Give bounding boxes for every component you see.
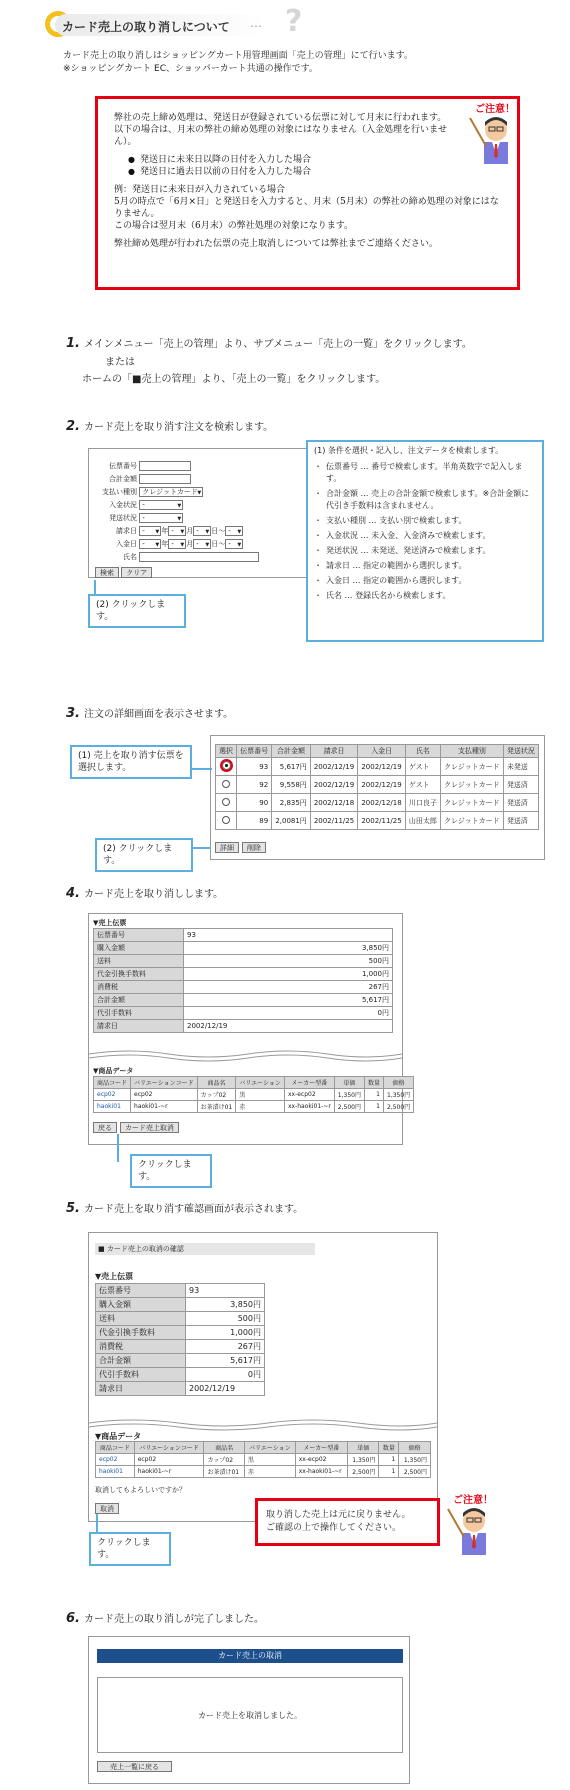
confirm-goods-table bbox=[95, 1441, 431, 1478]
step-text: カード売上を取り消しします。 bbox=[83, 889, 224, 900]
search-form bbox=[95, 461, 305, 577]
cell: 2,500円 bbox=[334, 1101, 364, 1113]
field-label: 請求日 bbox=[116, 527, 137, 535]
cell: クレジットカード bbox=[440, 758, 503, 776]
cell: 1,350円 bbox=[347, 1454, 379, 1466]
field-label: 合計金額 bbox=[109, 475, 137, 483]
cell: カップ02 bbox=[197, 1089, 236, 1101]
step-text: カード売上を取り消す確認画面が表示されます。 bbox=[83, 1204, 304, 1215]
select-radio[interactable] bbox=[222, 761, 231, 770]
row-value: 1,000円 bbox=[186, 1326, 265, 1340]
cell: 2002/12/18 bbox=[310, 794, 358, 812]
complete-header: カード売上の取消 bbox=[97, 1649, 403, 1663]
table-row bbox=[96, 1340, 265, 1354]
cell: 発送済 bbox=[503, 812, 538, 830]
payment-day-from[interactable]: - ▼ bbox=[193, 539, 211, 549]
callout-click-detail: (2) クリックします。 bbox=[95, 838, 193, 872]
cell: xx-ecp02 bbox=[295, 1454, 347, 1466]
bullet: ・ bbox=[314, 531, 322, 540]
unit-label: 日 bbox=[211, 527, 219, 535]
cell: 93 bbox=[237, 758, 272, 776]
cell: 川口良子 bbox=[405, 794, 440, 812]
intro-text bbox=[63, 50, 413, 76]
warning-p2: 以下の場合は、月末の弊社の締め処理の対象にはなりません（入金処理を行いません）。 bbox=[114, 125, 448, 147]
row-label: 代引手数料 bbox=[94, 1007, 184, 1020]
field-label: 発送状況 bbox=[109, 514, 137, 522]
confirm-warning-line1: 取り消した売上は元に戻りません。 bbox=[266, 1510, 411, 1520]
cell: 2002/12/19 bbox=[310, 758, 358, 776]
cell: 1 bbox=[379, 1466, 399, 1478]
step-number: 3. bbox=[66, 706, 80, 721]
section-title: ▼商品データ bbox=[95, 1432, 142, 1441]
payment-type-select[interactable]: クレジットカード ▼ bbox=[139, 487, 203, 497]
name-input[interactable] bbox=[139, 552, 259, 562]
column-header: バリエーション bbox=[236, 1077, 285, 1089]
column-header: 発送状況 bbox=[503, 745, 538, 758]
row-value: 2002/12/19 bbox=[186, 1382, 265, 1396]
step-number: 6. bbox=[66, 1611, 80, 1626]
order-list-buttons bbox=[215, 842, 266, 853]
step-number: 2. bbox=[66, 419, 80, 434]
billing-month-from[interactable]: - ▼ bbox=[168, 526, 186, 536]
detail-table bbox=[93, 928, 393, 1033]
intro-line2: ※ショッピングカート EC、ショッパーカート共通の操作です。 bbox=[63, 64, 318, 74]
callout-item: 発送状況 … 未発送、発送済みで検索します。 bbox=[326, 546, 491, 555]
step-text: メインメニュー「売上の管理」より、サブメニュー「売上の一覧」をクリックします。 bbox=[83, 339, 472, 350]
row-value: 5,617円 bbox=[184, 994, 393, 1007]
cell: 2002/12/19 bbox=[358, 776, 406, 794]
torn-edge-divider bbox=[89, 1419, 437, 1429]
cell: 9,558円 bbox=[272, 776, 311, 794]
row-label: 消費税 bbox=[96, 1340, 186, 1354]
callout-item: 合計金額 … 売上の合計金額で検索します。※合計金額に代引き手数料は含まれません。 bbox=[326, 489, 530, 510]
cell: 黒 bbox=[236, 1089, 285, 1101]
cell: 2,0081円 bbox=[272, 812, 311, 830]
unit-label: 日 bbox=[211, 540, 219, 548]
cell: 92 bbox=[237, 776, 272, 794]
order-detail-panel bbox=[88, 913, 411, 1145]
cell: お茶漬け01 bbox=[204, 1466, 244, 1478]
cell: xx-haoki01-~r bbox=[284, 1101, 334, 1113]
payment-year-to[interactable]: - ▼ bbox=[225, 539, 243, 549]
unit-label: 月 bbox=[186, 540, 194, 548]
cell: カップ02 bbox=[204, 1454, 244, 1466]
billing-year-from[interactable]: - ▼ bbox=[139, 526, 161, 536]
step-text: カード売上を取り消す注文を検索します。 bbox=[83, 422, 274, 433]
cell: 1 bbox=[379, 1454, 399, 1466]
row-value: 2002/12/19 bbox=[184, 1020, 393, 1033]
row-value: 500円 bbox=[184, 955, 393, 968]
range-sep: ～ bbox=[218, 527, 226, 535]
cell: 黒 bbox=[244, 1454, 295, 1466]
step-text: カード売上の取り消しが完了しました。 bbox=[83, 1614, 264, 1625]
cell: 1 bbox=[364, 1101, 383, 1113]
column-header: 支払種別 bbox=[440, 745, 503, 758]
column-header: 価格 bbox=[399, 1442, 431, 1454]
billing-day-from[interactable]: - ▼ bbox=[193, 526, 211, 536]
search-button[interactable]: 検索 bbox=[95, 567, 119, 578]
cell: 赤 bbox=[236, 1101, 285, 1113]
column-header: メーカー型番 bbox=[295, 1442, 347, 1454]
table-row bbox=[94, 968, 393, 981]
confirm-header: ■ カード売上の取消の確認 bbox=[95, 1243, 315, 1255]
step-1-alt: ホームの「■売上の管理」より、「売上の一覧」をクリックします。 bbox=[82, 374, 386, 385]
column-header: 単価 bbox=[334, 1077, 364, 1089]
confirm-warning-line2: ご確認の上で操作してください。 bbox=[266, 1523, 402, 1533]
warning-item: ● 発送日に未来日以降の日付を入力した場合 bbox=[128, 154, 505, 166]
warning-p4: 5月の時点で「6月×日」と発送日を入力すると、月末（5月末）の弊社の締め処理の対象にはなりません。 bbox=[114, 197, 499, 219]
step-3 bbox=[66, 705, 233, 721]
warning-label: ご注意！ bbox=[475, 104, 515, 115]
cell: 2002/11/25 bbox=[358, 812, 406, 830]
intro-line1: カード売上の取り消しはショッピングカート用管理画面「売上の管理」にて行います。 bbox=[63, 51, 413, 61]
field-label: 入金状況 bbox=[109, 501, 137, 509]
row-label: 送料 bbox=[94, 955, 184, 968]
product-code-link[interactable]: haoki01 bbox=[94, 1101, 131, 1113]
bullet: ・ bbox=[314, 489, 322, 498]
callout-click-cancel: クリックします。 bbox=[130, 1154, 212, 1188]
step-5 bbox=[66, 1200, 303, 1216]
product-code-link[interactable]: ecp02 bbox=[96, 1454, 135, 1466]
table-row[interactable] bbox=[216, 776, 539, 794]
row-value: 500円 bbox=[186, 1312, 265, 1326]
section-title: ▼売上伝票 bbox=[93, 919, 127, 927]
row-label: 請求日 bbox=[96, 1382, 186, 1396]
row-label: 送料 bbox=[96, 1312, 186, 1326]
shipping-status-select[interactable]: - ▼ bbox=[139, 513, 183, 523]
table-row bbox=[94, 1007, 393, 1020]
row-value: 93 bbox=[186, 1284, 265, 1298]
warning-item: ● 発送日に過去日以前の日付を入力した場合 bbox=[128, 166, 505, 178]
table-row bbox=[94, 929, 393, 942]
row-label: 購入金額 bbox=[94, 942, 184, 955]
cell: 1,350円 bbox=[399, 1454, 431, 1466]
cell: クレジットカード bbox=[440, 776, 503, 794]
column-header: 商品名 bbox=[197, 1077, 236, 1089]
cell: 2,835円 bbox=[272, 794, 311, 812]
row-value: 267円 bbox=[186, 1340, 265, 1354]
callout-click-confirm: クリックします。 bbox=[89, 1532, 171, 1566]
cell: お茶漬け01 bbox=[197, 1101, 236, 1113]
clear-button[interactable]: クリア bbox=[121, 567, 152, 578]
callout-search-conditions bbox=[306, 440, 544, 642]
step-4 bbox=[66, 885, 223, 901]
column-header: 伝票番号 bbox=[237, 745, 272, 758]
row-value: 0円 bbox=[184, 1007, 393, 1020]
cell: 1 bbox=[364, 1089, 383, 1101]
row-label: 請求日 bbox=[94, 1020, 184, 1033]
callout-item: 請求日 … 指定の範囲から選択します。 bbox=[326, 561, 467, 570]
cell: ゲスト bbox=[405, 776, 440, 794]
complete-message: カード売上を取消しました。 bbox=[97, 1677, 403, 1753]
page-title-block bbox=[45, 4, 345, 42]
confirm-warning-label: ご注意！ bbox=[453, 1495, 493, 1506]
table-header-row bbox=[94, 1077, 414, 1089]
cell: 2002/12/19 bbox=[310, 776, 358, 794]
product-code-link[interactable]: ecp02 bbox=[94, 1089, 131, 1101]
select-radio[interactable] bbox=[222, 780, 230, 788]
column-header: バリエーションコード bbox=[134, 1442, 204, 1454]
range-sep: ～ bbox=[218, 540, 226, 548]
table-row bbox=[96, 1312, 265, 1326]
payment-status-select[interactable]: - ▼ bbox=[139, 500, 183, 510]
unit-label: 年 bbox=[161, 540, 169, 548]
row-label: 伝票番号 bbox=[96, 1284, 186, 1298]
unit-label: 年 bbox=[161, 527, 169, 535]
callout-connector bbox=[193, 847, 211, 849]
page-title: カード売上の取り消しについて bbox=[62, 20, 230, 34]
cell: haoki01-~r bbox=[134, 1466, 204, 1478]
row-label: 購入金額 bbox=[96, 1298, 186, 1312]
table-row bbox=[96, 1354, 265, 1368]
table-header-row bbox=[96, 1442, 431, 1454]
warning-p5: この場合は翌月末（6月末）の弊社処理の対象になります。 bbox=[114, 221, 354, 231]
cell: 1,350円 bbox=[334, 1089, 364, 1101]
row-label: 伝票番号 bbox=[94, 929, 184, 942]
table-row bbox=[96, 1326, 265, 1340]
step-1-or: または bbox=[105, 357, 135, 368]
row-value: 0円 bbox=[186, 1368, 265, 1382]
cell: ecp02 bbox=[131, 1089, 198, 1101]
column-header: バリエーション bbox=[244, 1442, 295, 1454]
table-row bbox=[94, 1089, 414, 1101]
search-form-panel bbox=[88, 448, 308, 578]
back-button[interactable]: 戻る bbox=[93, 1122, 117, 1133]
cell: クレジットカード bbox=[440, 794, 503, 812]
column-header: 商品名 bbox=[204, 1442, 244, 1454]
row-label: 消費税 bbox=[94, 981, 184, 994]
column-header: メーカー型番 bbox=[284, 1077, 334, 1089]
field-label: 入金日 bbox=[116, 540, 137, 548]
row-value: 3,850円 bbox=[184, 942, 393, 955]
complete-panel bbox=[88, 1636, 410, 1784]
unit-label: 月 bbox=[186, 527, 194, 535]
table-row bbox=[94, 981, 393, 994]
callout-click-search: (2) クリックします。 bbox=[88, 594, 186, 628]
table-row[interactable] bbox=[216, 794, 539, 812]
select-radio[interactable] bbox=[222, 816, 230, 824]
callout-connector bbox=[192, 768, 212, 770]
column-header: バリエーションコード bbox=[131, 1077, 198, 1089]
callout-head: (1) 条件を選択・記入し、注文データを検索します。 bbox=[314, 446, 504, 455]
field-label: 伝票番号 bbox=[109, 462, 137, 470]
cell: 89 bbox=[237, 812, 272, 830]
title-ellipsis: … bbox=[250, 16, 262, 30]
cell: 2002/11/25 bbox=[310, 812, 358, 830]
confirm-warning-box bbox=[255, 1498, 440, 1546]
confirm-cancel-button[interactable]: 取消 bbox=[95, 1503, 119, 1514]
cell: 山田太郎 bbox=[405, 812, 440, 830]
cell: クレジットカード bbox=[440, 812, 503, 830]
cell: ゲスト bbox=[405, 758, 440, 776]
warning-p3: 例：発送日に未来日が入力されている場合 bbox=[114, 185, 286, 195]
confirm-panel bbox=[88, 1232, 438, 1522]
row-label: 代引手数料 bbox=[96, 1368, 186, 1382]
row-value: 1,000円 bbox=[184, 968, 393, 981]
cell: 未発送 bbox=[503, 758, 538, 776]
cell: 5,617円 bbox=[272, 758, 311, 776]
callout-item: 入金日 … 指定の範囲から選択します。 bbox=[326, 576, 467, 585]
step-2 bbox=[66, 418, 273, 434]
warning-p1: 弊社の売上締め処理は、発送日が登録されている伝票に対して月末に行われます。 bbox=[114, 113, 447, 123]
order-number-input[interactable] bbox=[139, 461, 191, 471]
step-1 bbox=[66, 335, 472, 351]
card-cancel-button[interactable]: カード売上取消 bbox=[120, 1122, 179, 1133]
table-row bbox=[96, 1466, 431, 1478]
warning-list bbox=[128, 154, 505, 178]
detail-buttons bbox=[93, 1122, 179, 1133]
order-list-table bbox=[215, 744, 539, 830]
table-row bbox=[96, 1298, 265, 1312]
table-row bbox=[94, 1020, 393, 1033]
column-header: 商品コード bbox=[94, 1077, 131, 1089]
order-list-panel bbox=[210, 735, 545, 860]
column-header: 数量 bbox=[364, 1077, 383, 1089]
row-label: 代金引換手数料 bbox=[96, 1326, 186, 1340]
section-title: ▼商品データ bbox=[93, 1067, 134, 1075]
column-header: 数量 bbox=[379, 1442, 399, 1454]
table-header-row bbox=[216, 745, 539, 758]
row-value: 3,850円 bbox=[186, 1298, 265, 1312]
cell: ecp02 bbox=[134, 1454, 204, 1466]
row-value: 93 bbox=[184, 929, 393, 942]
bullet: ・ bbox=[314, 591, 322, 600]
cell: 発送済 bbox=[503, 794, 538, 812]
bullet: ・ bbox=[314, 462, 322, 471]
step-text: 注文の詳細画面を表示させます。 bbox=[83, 709, 234, 720]
bullet: ・ bbox=[314, 561, 322, 570]
row-value: 267円 bbox=[184, 981, 393, 994]
cell: 1,350円 bbox=[384, 1089, 414, 1101]
section-title: ▼売上伝票 bbox=[95, 1272, 134, 1281]
column-header: 請求日 bbox=[310, 745, 358, 758]
row-label: 合計金額 bbox=[96, 1354, 186, 1368]
warning-box bbox=[95, 96, 520, 290]
delete-button[interactable]: 削除 bbox=[242, 842, 266, 853]
column-header: 価格 bbox=[384, 1077, 414, 1089]
torn-edge-divider bbox=[89, 1050, 402, 1060]
callout-item: 入金状況 … 未入金、入金済みで検索します。 bbox=[326, 531, 491, 540]
table-row bbox=[96, 1454, 431, 1466]
step-6 bbox=[66, 1610, 264, 1626]
table-row bbox=[94, 942, 393, 955]
column-header: 合計金額 bbox=[272, 745, 311, 758]
callout-connector bbox=[96, 1514, 98, 1534]
presenter-man-icon bbox=[470, 112, 520, 164]
cell: 2002/12/19 bbox=[358, 758, 406, 776]
question-mark-icon: ? bbox=[285, 4, 303, 39]
warning-p6: 弊社締め処理が行われた伝票の売上取消しについては弊社までご連絡ください。 bbox=[114, 239, 438, 249]
table-row bbox=[96, 1284, 265, 1298]
confirm-detail-table bbox=[95, 1283, 265, 1396]
table-row bbox=[96, 1382, 265, 1396]
goods-table bbox=[93, 1076, 414, 1113]
table-row bbox=[94, 1101, 414, 1113]
select-radio[interactable] bbox=[222, 798, 230, 806]
callout-item: 支払い種別 … 支払い別で検索します。 bbox=[326, 516, 467, 525]
column-header: 選択 bbox=[216, 745, 237, 758]
confirm-question: 取消してもよろしいですか？ bbox=[95, 1486, 186, 1494]
column-header: 氏名 bbox=[405, 745, 440, 758]
cell: 発送済 bbox=[503, 776, 538, 794]
cell: 2002/12/18 bbox=[358, 794, 406, 812]
total-amount-input[interactable] bbox=[139, 474, 191, 484]
detail-button[interactable]: 詳細 bbox=[215, 842, 239, 853]
row-label: 合計金額 bbox=[94, 994, 184, 1007]
callout-select-order: (1) 売上を取り消す伝票を選択します。 bbox=[70, 745, 192, 779]
cell: 2,500円 bbox=[347, 1466, 379, 1478]
table-row bbox=[94, 955, 393, 968]
column-header: 入金日 bbox=[358, 745, 406, 758]
column-header: 商品コード bbox=[96, 1442, 135, 1454]
step-number: 5. bbox=[66, 1201, 80, 1216]
field-label: 氏名 bbox=[123, 553, 137, 561]
product-code-link[interactable]: haoki01 bbox=[96, 1466, 135, 1478]
cell: xx-ecp02 bbox=[284, 1089, 334, 1101]
field-label: 支払い種別 bbox=[102, 488, 137, 496]
callout-item: 伝票番号 … 番号で検索します。半角英数字で記入します。 bbox=[326, 462, 523, 483]
cell: 90 bbox=[237, 794, 272, 812]
payment-month-from[interactable]: - ▼ bbox=[168, 539, 186, 549]
presenter-man-icon bbox=[448, 1503, 498, 1555]
table-row bbox=[94, 994, 393, 1007]
step-number: 1. bbox=[66, 336, 80, 351]
cell: 2,500円 bbox=[399, 1466, 431, 1478]
row-value: 5,617円 bbox=[186, 1354, 265, 1368]
billing-year-to[interactable]: - ▼ bbox=[225, 526, 243, 536]
bullet: ・ bbox=[314, 546, 322, 555]
table-row[interactable] bbox=[216, 812, 539, 830]
bullet: ・ bbox=[314, 516, 322, 525]
bullet: ・ bbox=[314, 576, 322, 585]
column-header: 単価 bbox=[347, 1442, 379, 1454]
cell: 2,500円 bbox=[384, 1101, 414, 1113]
table-row bbox=[96, 1368, 265, 1382]
row-label: 代金引換手数料 bbox=[94, 968, 184, 981]
payment-year-from[interactable]: - ▼ bbox=[139, 539, 161, 549]
back-to-list-button[interactable]: 売上一覧に戻る bbox=[97, 1761, 172, 1772]
cell: haoki01-~r bbox=[131, 1101, 198, 1113]
step-number: 4. bbox=[66, 886, 80, 901]
callout-connector bbox=[117, 1134, 119, 1162]
callout-item: 氏名 … 登録氏名から検索します。 bbox=[326, 591, 451, 600]
table-row[interactable] bbox=[216, 758, 539, 776]
cell: xx-haoki01-~r bbox=[295, 1466, 347, 1478]
cell: 赤 bbox=[244, 1466, 295, 1478]
